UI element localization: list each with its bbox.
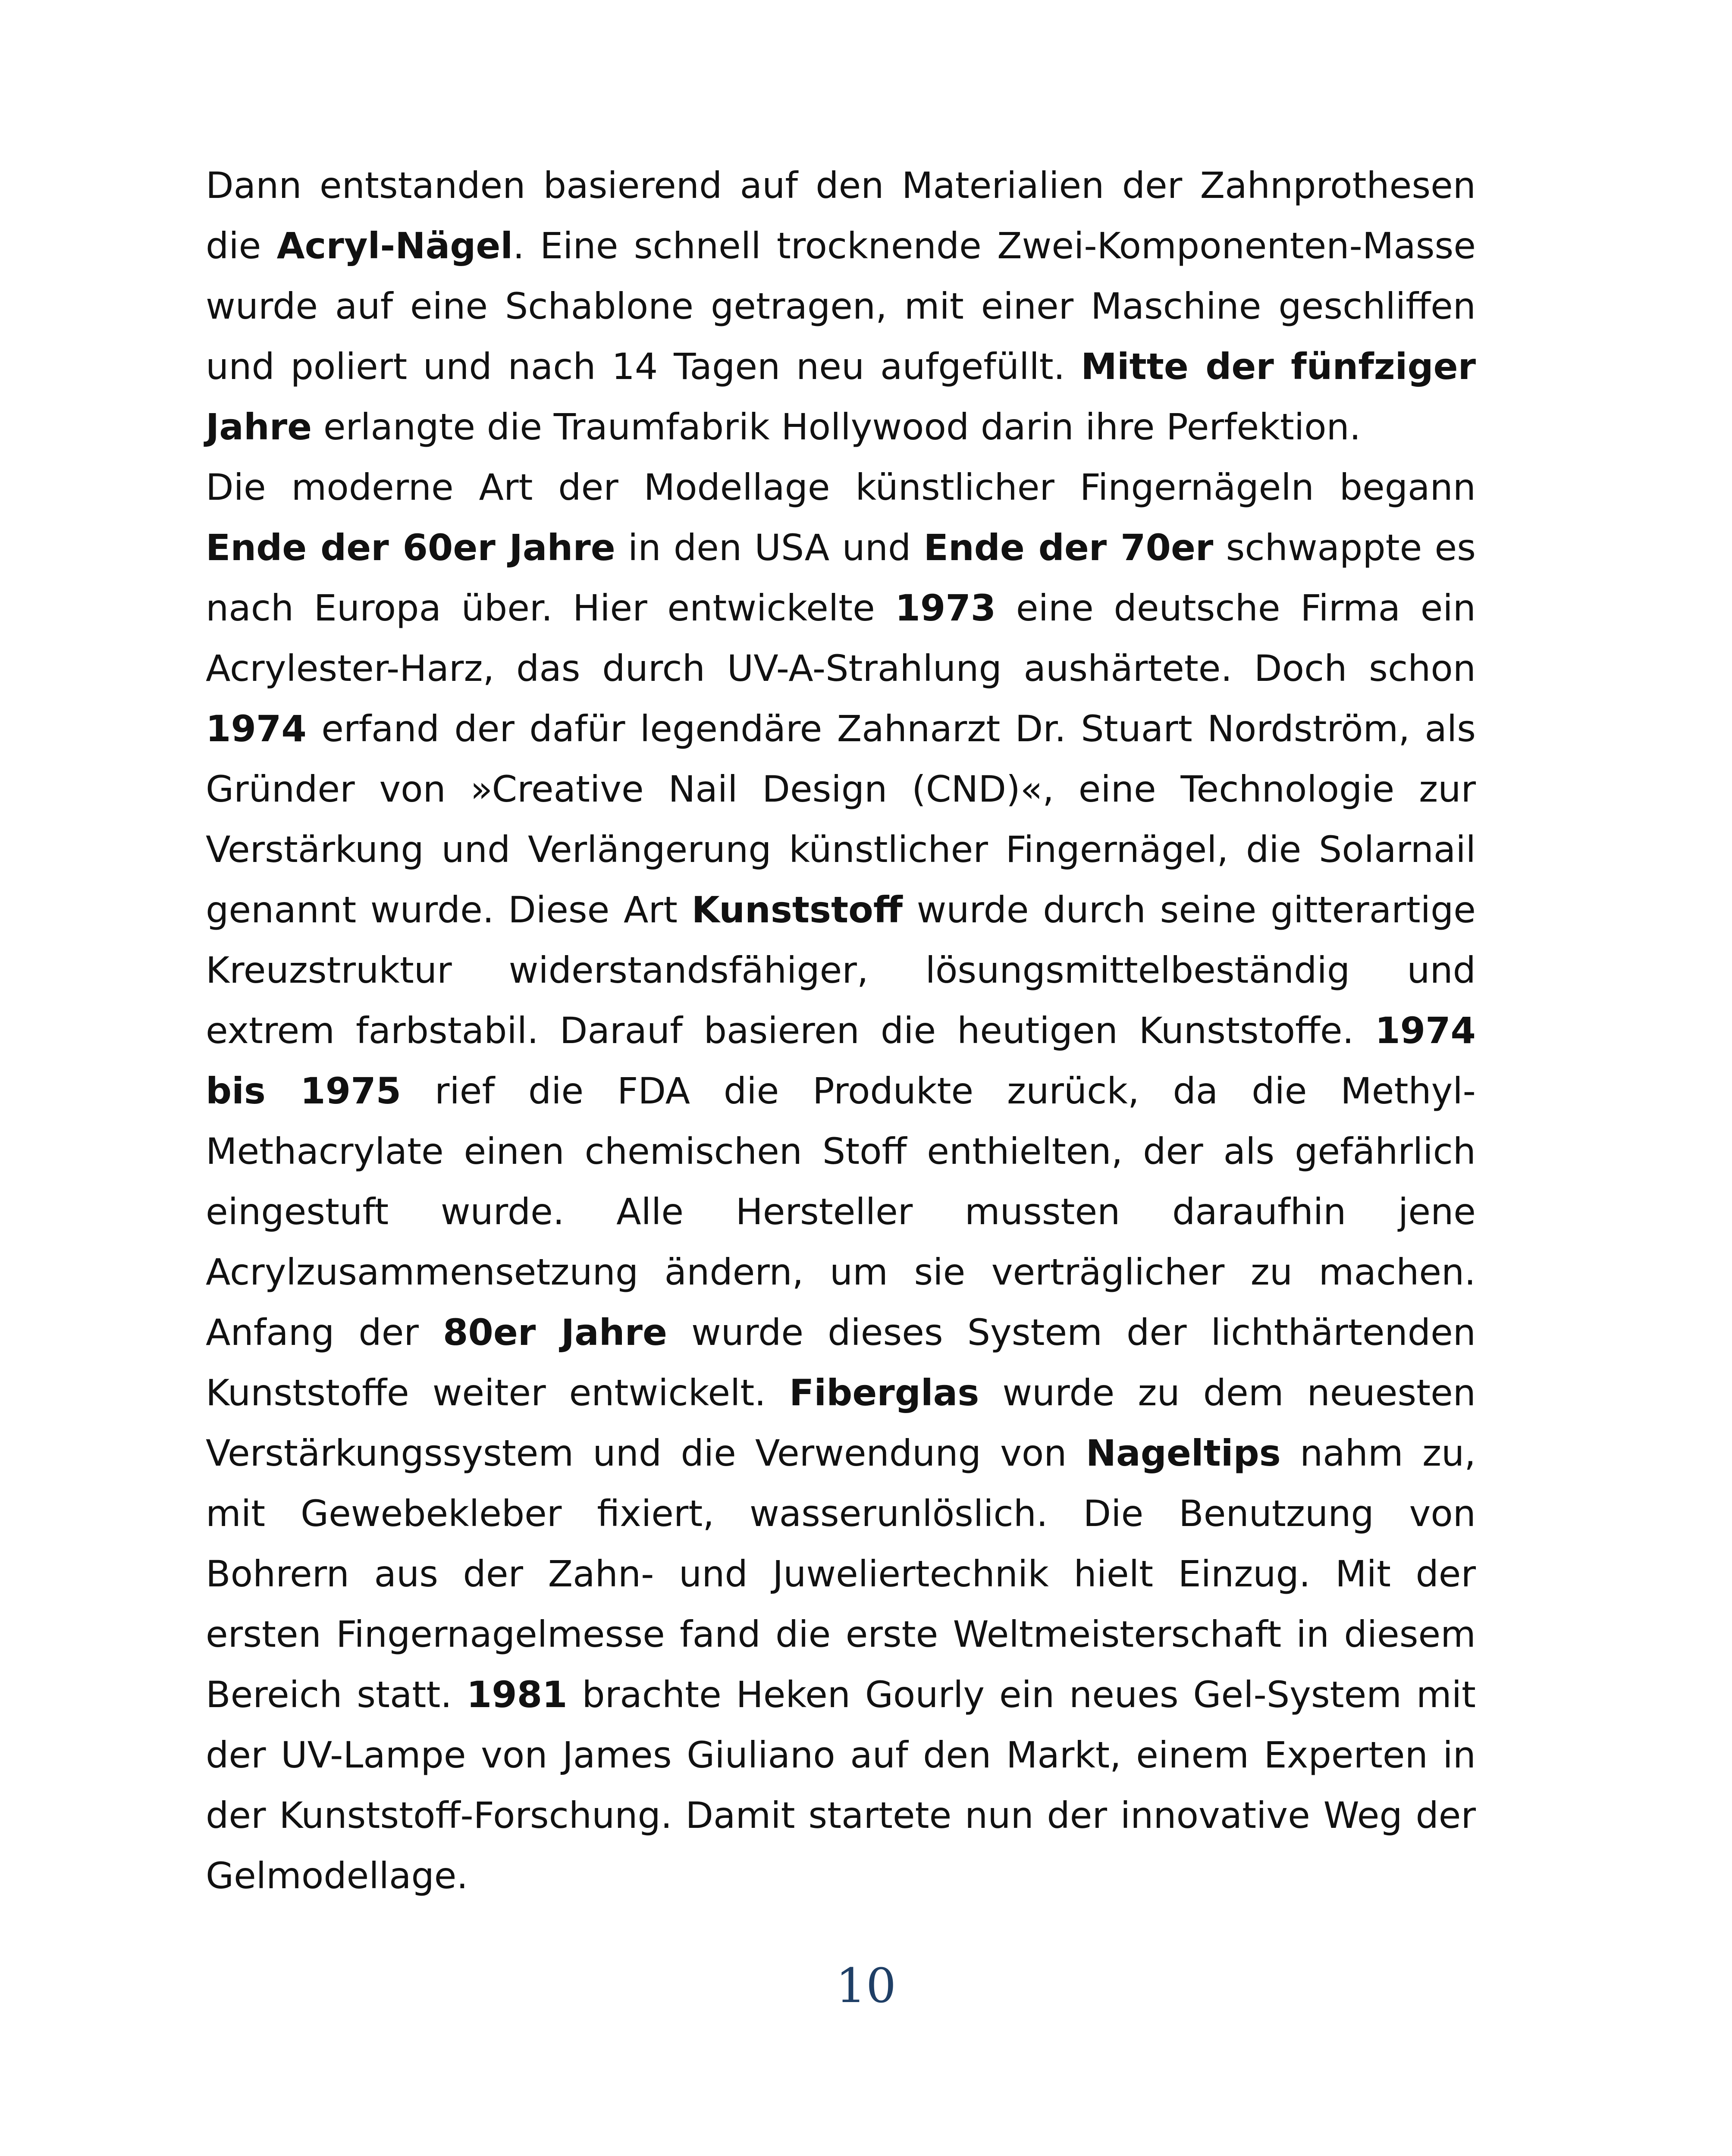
text-segment: brachte Heken Gourly ein neues Gel-System mit der UV-Lampe von James Giuliano auf den Markt, einem Experten in der Kunststoff-Forschung. Damit startete nun der innovative Weg der Gelmodellage.: [206, 1673, 1476, 1897]
text-segment: wurde zu dem neuesten Verstärkungssystem und die Verwendung von: [206, 1372, 1476, 1474]
text-segment: rief die FDA die Produkte zurück, da die Methyl- Methacrylate einen chemischen Stoff enthielten, der als gefährlich eingestuft wurde. Alle Hersteller mussten daraufhin jene Acrylzusammensetzung ändern, um sie verträglicher zu machen. Anfang der: [206, 1070, 1476, 1354]
text-segment: wurde durch seine gitterartige Kreuzstruktur widerstandsfähiger, lösungsmittelbeständig und extrem farbstabil. Darauf basieren die heutigen Kunststoffe.: [206, 889, 1476, 1052]
text-segment: . Eine schnell trocknende Zwei-Komponenten-Masse wurde auf eine Schablone getragen, mit einer Maschine geschliffen und poliert und nach 14 Tagen neu aufgefüllt.: [206, 225, 1476, 388]
bold-term-1973: 1973: [895, 587, 996, 629]
text-segment: wurde dieses System der lichthärtenden Kunststoffe weiter entwickelt.: [206, 1311, 1476, 1414]
bold-term-nageltips: Nageltips: [1086, 1432, 1281, 1474]
bold-term-1974-1975: 1974 bis 1975: [206, 1009, 1476, 1112]
text-segment: in den USA und: [615, 526, 924, 569]
bold-term-kunststoff: Kunststoff: [691, 889, 903, 931]
bold-term-fiberglas: Fiberglas: [789, 1372, 979, 1414]
text-segment: erlangte die Traumfabrik Hollywood darin ihre Perfektion.: [312, 406, 1361, 448]
paragraph-acrylic-history: [206, 155, 1476, 457]
text-segment: Dann entstanden basierend auf den Materialien der Zahnprothesen die: [206, 164, 1476, 267]
text-segment: erfand der dafür legendäre Zahnarzt Dr. Stuart Nordström, als Gründer von »Creative Nail Design (CND)«, eine Technologie zur Verstärkung und Verlängerung künstlicher Fingernägel, die Solarnail genannt wurde. Diese Art: [206, 708, 1476, 931]
page-number: 10: [836, 1958, 896, 2013]
bold-term-acryl-naegel: Acryl-Nägel: [276, 225, 513, 267]
text-segment: Die moderne Art der Modellage künstlicher Fingernägeln begann: [206, 466, 1476, 508]
body-text: [206, 155, 1476, 1906]
text-segment: nahm zu, mit Gewebekleber fixiert, wasserunlöslich. Die Benutzung von Bohrern aus der Zahn- und Juweliertechnik hielt Einzug. Mit der ersten Fingernagelmesse fand die erste Weltmeisterschaft in diesem Bereich statt.: [206, 1432, 1476, 1716]
bold-term-80s: 80er Jahre: [442, 1311, 667, 1354]
bold-term-1974: 1974: [206, 708, 307, 750]
bold-term-end-60s: Ende der 60er Jahre: [206, 526, 615, 569]
paragraph-modern-modelling: [206, 457, 1476, 1906]
bold-term-1981: 1981: [466, 1673, 568, 1716]
text-segment: eine deutsche Firma ein Acrylester-Harz, das durch UV-A-Strahlung aushärtete. Doch schon: [206, 587, 1476, 689]
bold-term-fifties: Mitte der fünfziger Jahre: [206, 345, 1476, 448]
text-segment: schwappte es nach Europa über. Hier entwickelte: [206, 526, 1476, 629]
bold-term-end-70s: Ende der 70er: [923, 526, 1214, 569]
